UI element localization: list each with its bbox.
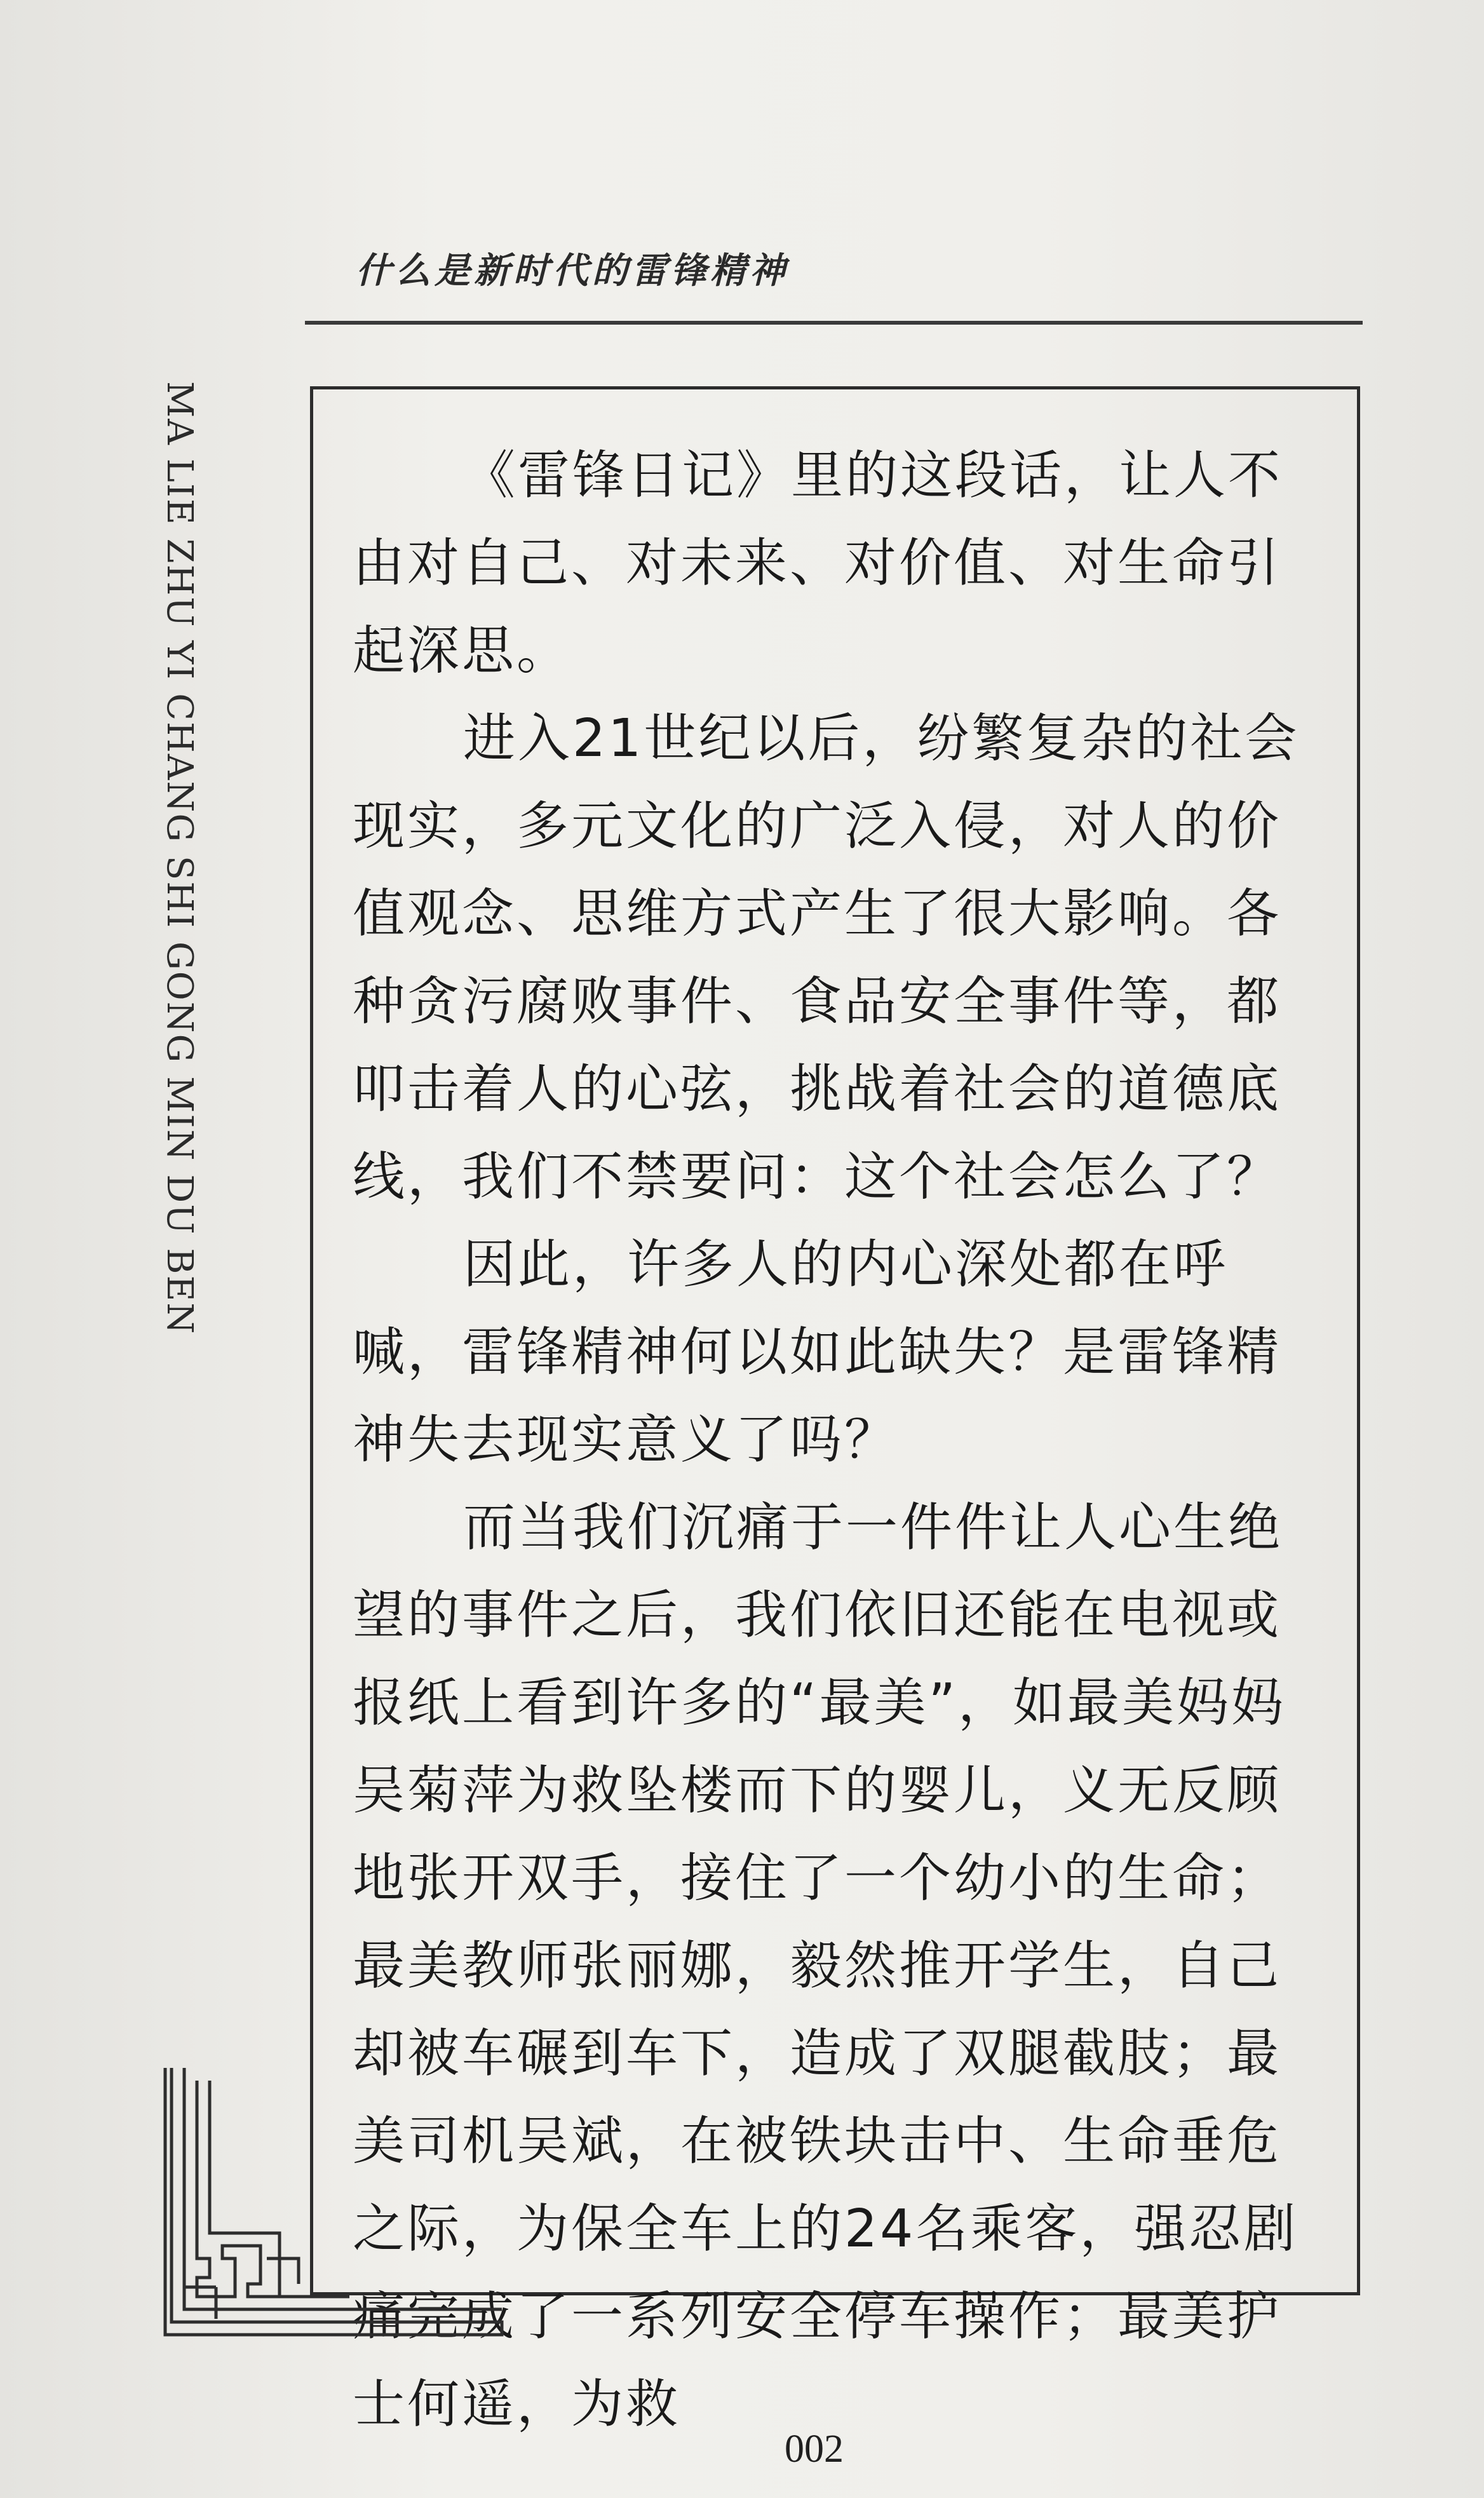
spine-title: MA LIE ZHU YI CHANG SHI GONG MIN DU BEN bbox=[159, 381, 200, 1335]
paragraph-2: 进入21世纪以后，纷繁复杂的社会现实，多元文化的广泛入侵，对人的价值观念、思维方式产生了很大影响。各种贪污腐败事件、食品安全事件等，都叩击着人的心弦，挑战着社会的道德底线，我们不禁要问：这个社会怎么了？ bbox=[353, 708, 1300, 1207]
paragraph-3: 因此，许多人的内心深处都在呼喊，雷锋精神何以如此缺失？是雷锋精神失去现实意义了吗？ bbox=[353, 1234, 1282, 1470]
page-number: 002 bbox=[785, 2427, 844, 2471]
paragraph-4: 而当我们沉痛于一件件让人心生绝望的事件之后，我们依旧还能在电视或报纸上看到许多的“最美”，如最美妈妈吴菊萍为救坠楼而下的婴儿，义无反顾地张开双手，接住了一个幼小的生命；最美教师张丽娜，毅然推开学生，自己却被车碾到车下，造成了双腿截肢；最美司机吴斌，在被铁块击中、生命垂危之际，为保全车上的24名乘客，强忍剧痛完成了一系列安全停车操作；最美护士何遥，为救 bbox=[353, 1497, 1298, 2434]
header-rule bbox=[305, 321, 1363, 325]
paragraph-1: 《雷锋日记》里的这段话，让人不由对自己、对未来、对价值、对生命引起深思。 bbox=[353, 445, 1283, 681]
running-head: 什么是新时代的雷锋精神 bbox=[356, 250, 789, 292]
corner-ornament-icon bbox=[159, 2068, 515, 2351]
